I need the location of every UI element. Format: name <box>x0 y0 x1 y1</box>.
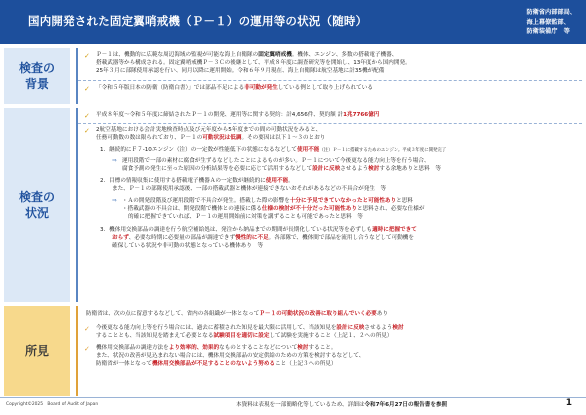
org-line: 海上幕僚監部、 <box>526 18 570 26</box>
arrow-icon: ⇒ <box>112 198 117 204</box>
factor-3-line-3: 確保している状況や非可動の状態となっている機体あり 等 <box>112 243 264 249</box>
footer-rule <box>0 397 586 398</box>
check-icon: ✓ <box>84 127 90 135</box>
status-content <box>76 108 582 302</box>
observation-2-line-2: また、状況の改善が見込まれない場合には、機体用交換部品の安定供給のための方策を検討するなどして、 <box>96 353 365 359</box>
factor-2-finding-b: ・搭載武器の不具合は、開発段階で機体との連接に係る仕様の検討が不十分だった可能性ありと思料され、必要な仕様が <box>122 206 425 212</box>
observation-2: 機体用交換部品の調達方法をより効率的、効果的なものとすることなどについて検討すること。 <box>96 345 337 351</box>
divider <box>78 80 582 81</box>
page-title: 国内開発された固定翼哨戒機（Ｐ－１）の運用等の状況（随時） <box>28 14 368 28</box>
page-number: 1 <box>565 398 572 408</box>
check-icon: ✓ <box>84 85 90 93</box>
check-icon: ✓ <box>84 52 90 60</box>
page-header <box>0 0 586 44</box>
responsible-orgs <box>527 8 577 37</box>
org-line: 防衛装備庁 等 <box>526 28 570 35</box>
arrow-icon: ⇒ <box>112 158 117 164</box>
background-point-2: 「令和５年版日本の防衛（防衛白書）」では部品不足による非可動が発生している例として取り上げられている <box>96 85 373 91</box>
section-label-observations: 所見 <box>4 306 70 396</box>
factor-1: 1．継続的にＦ７-10エンジン（注）の一定数が性能低下の状態になるなどして使用不能（注）Ｐ－１に搭載するためのエンジン。平成３年度に開発完了 <box>100 147 447 153</box>
copyright: Copyright©2025 Board of Audit of Japan <box>6 402 99 407</box>
footer-note: 本資料は表現を一部簡略化等しているため、詳細は令和7年6月27日の報告書を参照 <box>236 402 448 408</box>
factor-3: 3．機体用交換部品の調達を行う航空補給処は、発注から納品までの期間が長期化している状況等を必ずしも適時に把握できて <box>100 227 417 233</box>
section-label-background: 検査の 背景 <box>4 48 70 104</box>
observation-1: 今後更なる能力向上等を行う場合には、過去に蓄積された知見を最大限に活用して、当該知見を設計に反映させるよう検討 <box>96 325 404 331</box>
section-background <box>4 48 582 104</box>
factor-2-finding-b-line-2: 的確に把握できていれば、Ｐ－１の運用開始前に対策を講ずることも可能であったと思料 等 <box>128 214 363 220</box>
background-point-1-line-2: 搭載武器等から構成される。固定翼哨戒機Ｐ－３Ｃの後継として、平成８年度に調査研究等を開始し、13年度から国内開発。 <box>96 60 411 66</box>
factor-2-finding-a: ・Ａの開発段階及び運用段階で不具合が発生。搭載した際の影響を十分に予見できていなかったと可能性ありと思料 <box>122 198 413 204</box>
section-label-status: 検査の 状況 <box>4 108 70 302</box>
status-contracts: 平成８年度～令和５年度に締結されたＰ－１の開発、運用等に関する契約：計4,656件、契約額 計1兆7766億円 <box>96 112 380 118</box>
observation-2-line-3: 防衛省が一体となって機体用交換部品が不足することのないよう努めること（上記３への所見） <box>96 361 337 367</box>
factor-1-finding: 運用段階で一部の素材に腐食が生ずるなどしたことによるものが多い。Ｐ－１について今後更なる能力向上等を行う場合、 <box>122 158 430 164</box>
observation-1-line-2: することとも、当該知見を踏まえて必要となる試験項目を適切に設定して試験を実施すること（上記１、２への所見） <box>96 333 393 339</box>
factor-1-finding-line-2: 腐食予測の発生に至った原因の分析結果等を必要に応じて活用するなどして設計に反映させるよう検討する余地ありと思料 等 <box>122 166 441 172</box>
check-icon: ✓ <box>84 325 90 333</box>
factor-2-line-2: また、Ｐ－１の部隊使用承認後、一部の搭載武器と機体が連接できないおそれがあるなどの不具合が発生 等 <box>112 186 387 192</box>
factor-3-line-2: おらず、必要な時期に必要量の部品が調達できず慢性的に不足。各部隊で、機体間で部品を流用し合うなどして可動機を <box>112 235 414 241</box>
section-observations <box>4 306 582 396</box>
factor-2: 2．目標の情報収集に使用する搭載電子機器Ａの一定数が継続的に使用不能。 <box>100 178 294 184</box>
check-icon: ✓ <box>84 345 90 353</box>
section-status <box>4 108 582 302</box>
status-operation-line-2: 任務可動数の数は限られており、Ｐ－１の可動状況は低調。その要因は以下１～３のとおり <box>96 135 326 141</box>
check-icon: ✓ <box>84 112 90 120</box>
status-operation: 2航空基地における会計実地検査時点及び元年度から5年度までの間の可動状況をみると、 <box>96 127 322 133</box>
background-point-1-line-3: 25年３月に部隊使用承認を行い、同月以降に運用開始。令和６年９月現在、海上自衛隊は航空基地に計35機が配備 <box>96 68 385 74</box>
background-point-1: Ｐ－１は、機動的に広範な周辺海域の監視が可能な海上自衛隊の固定翼哨戒機。機体、エンジン、多数の搭載電子機器、 <box>96 52 398 58</box>
observation-intro: 防衛省は、次の点に留意するなどして、省内の各組織が一体となってＰ－１の可動状況の改善に取り組んでいく必要あり <box>86 311 388 317</box>
divider <box>78 123 582 124</box>
observations-content <box>76 306 582 396</box>
org-line: 防衛省内部部局、 <box>526 9 576 16</box>
background-content <box>76 48 582 104</box>
